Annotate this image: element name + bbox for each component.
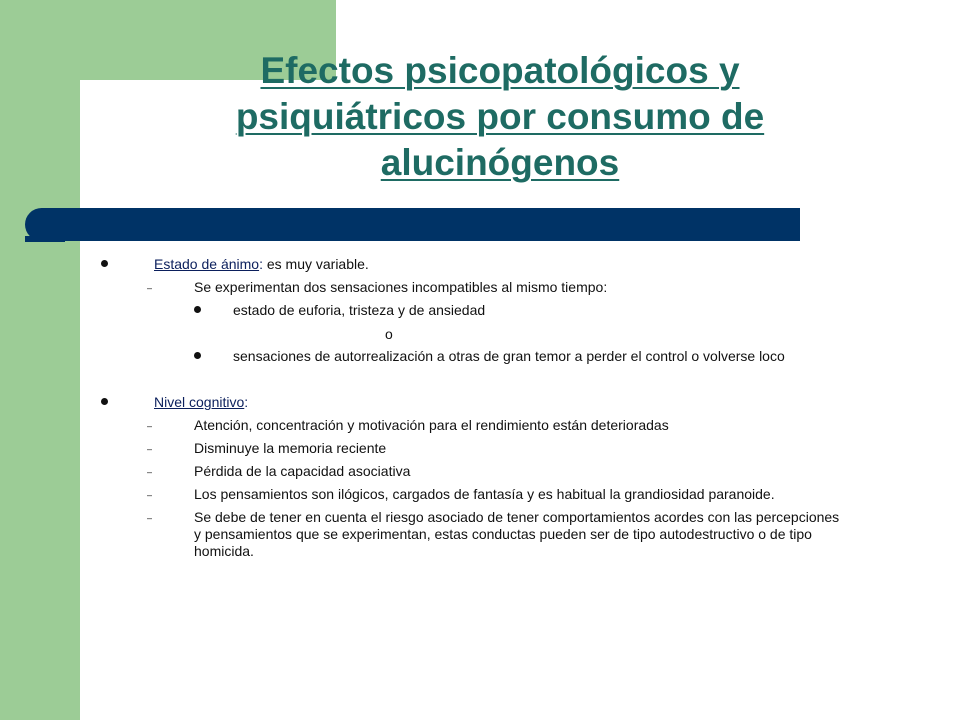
left-green-band xyxy=(0,0,80,720)
mood-text: es muy variable. xyxy=(262,256,369,272)
cognitive-item: Los pensamientos son ilógicos, cargados de fantasía y es habitual la grandiosidad paranoide. xyxy=(194,486,775,502)
bullet-dot-icon xyxy=(101,260,108,267)
slide-title: Efectos psicopatológicos y psiquiátricos por consumo de alucinógenos xyxy=(235,50,765,183)
dash-icon: – xyxy=(147,467,153,477)
bullet-dot-icon xyxy=(194,352,201,359)
mood-sep: : xyxy=(259,256,263,272)
mood-bullet-2: sensaciones de autorrealización a otras de gran temor a perder el control o volverse loco xyxy=(233,348,785,364)
dash-icon: – xyxy=(147,421,153,431)
dash-icon: – xyxy=(147,513,153,523)
divider-bar-tab xyxy=(25,236,65,242)
cognitive-sep: : xyxy=(244,394,249,410)
mood-label: Estado de ánimo xyxy=(154,256,260,272)
mood-line xyxy=(154,256,369,273)
mood-bullet-1: estado de euforia, tristeza y de ansiedad xyxy=(233,302,486,318)
cognitive-label: Nivel cognitivo xyxy=(154,394,245,410)
cognitive-item: Atención, concentración y motivación para el rendimiento están deterioradas xyxy=(194,417,669,433)
rounded-content-corner xyxy=(80,80,160,160)
cognitive-item: Disminuye la memoria reciente xyxy=(194,440,387,456)
mood-or: o xyxy=(385,326,393,342)
cognitive-item: Se debe de tener en cuenta el riesgo asociado de tener comportamientos acordes con las percepciones y pensamientos que se experimentan, estas conductas pueden ser de tipo autodestructivo o de tipo homicida. xyxy=(194,509,840,559)
bullet-dot-icon xyxy=(101,398,108,405)
dash-icon: – xyxy=(147,283,153,293)
cognitive-line xyxy=(154,394,248,411)
bullet-dot-icon xyxy=(194,306,201,313)
cognitive-item: Pérdida de la capacidad asociativa xyxy=(194,463,411,479)
dash-icon: – xyxy=(147,444,153,454)
mood-subpoint: Se experimentan dos sensaciones incompatibles al mismo tiempo: xyxy=(194,279,608,295)
dash-icon: – xyxy=(147,490,153,500)
title-divider-bar xyxy=(25,208,800,241)
